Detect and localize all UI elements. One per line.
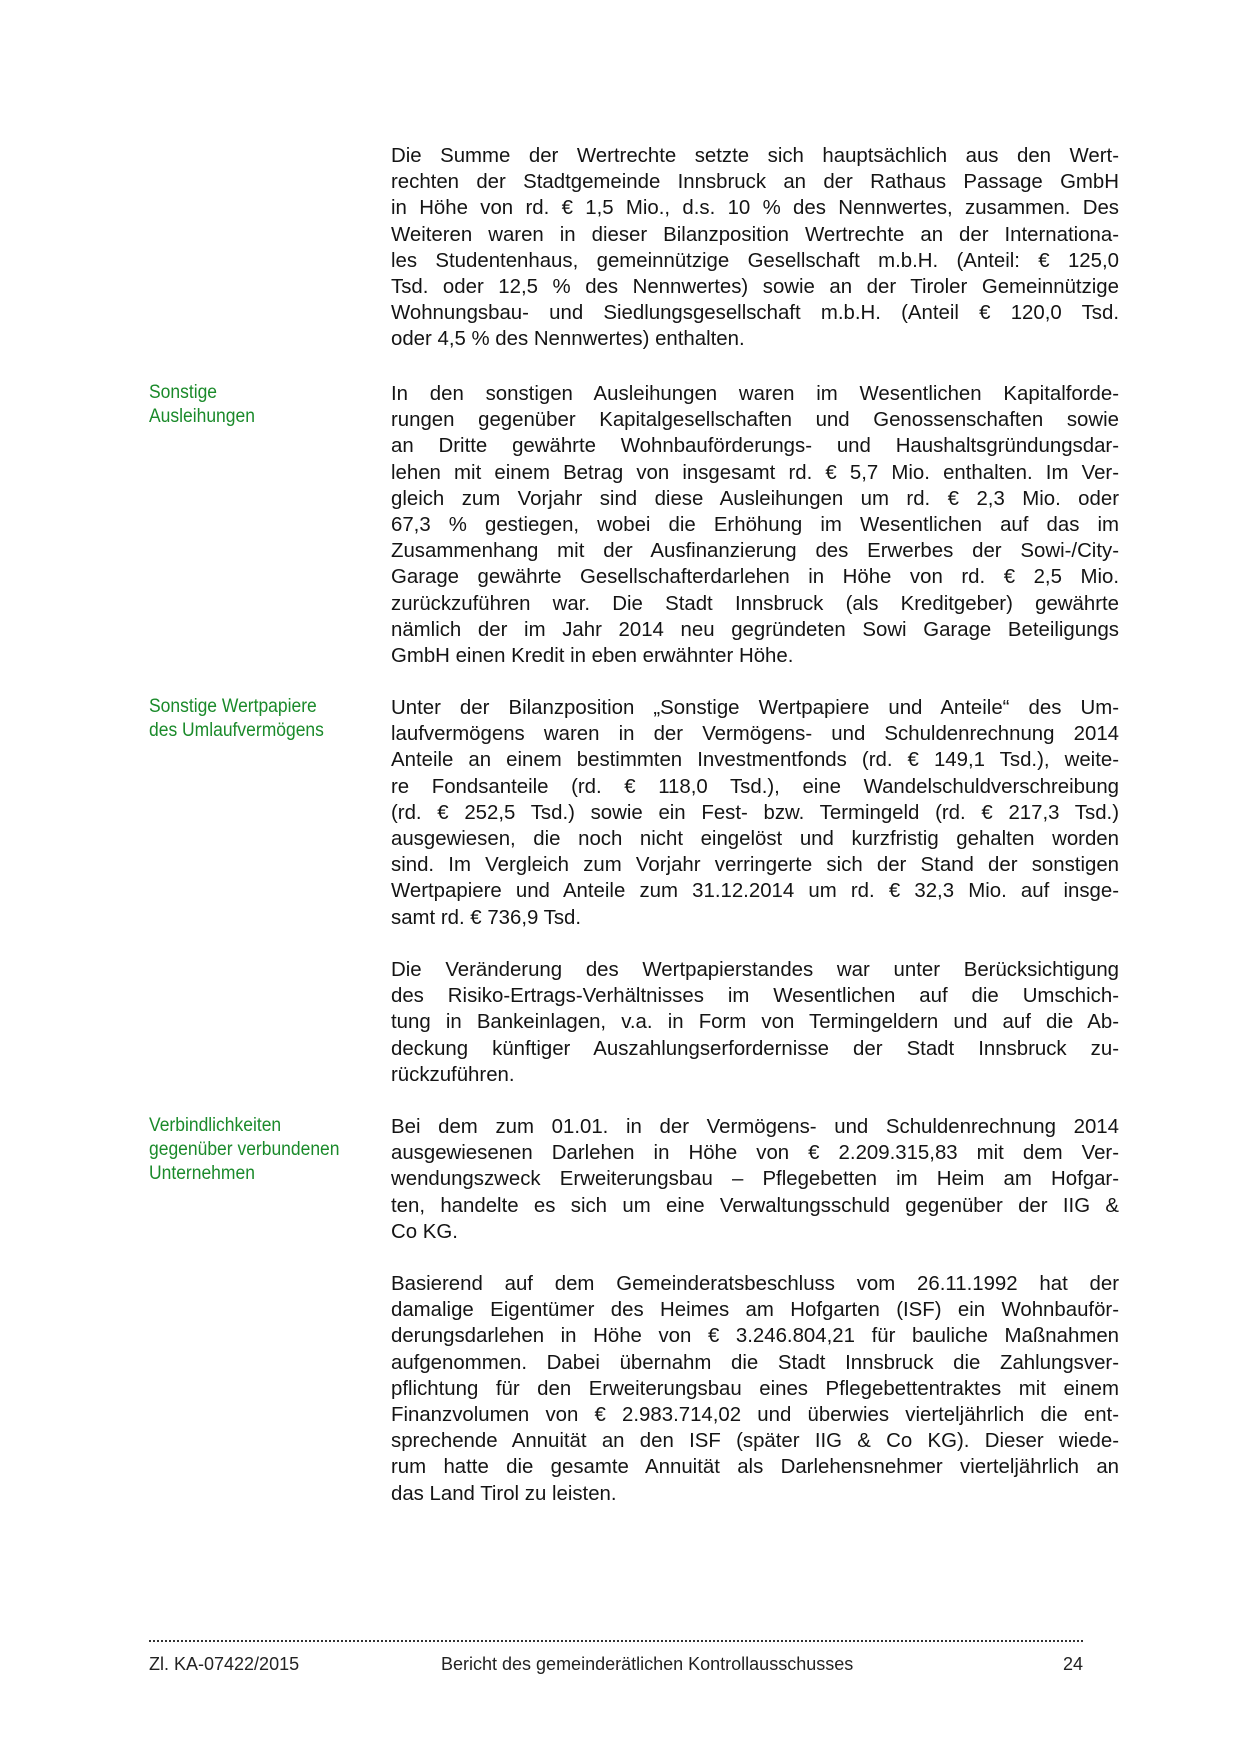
footer-dotted-rule (149, 1640, 1083, 1642)
text-line: Unter der Bilanzposition „Sonstige Wertpapiere und Anteile“ des Um- (391, 697, 1119, 719)
text-line: Die Summe der Wertrechte setzte sich hauptsächlich aus den Wert- (391, 145, 1119, 167)
margin-heading-line: Sonstige Wertpapiere (149, 696, 317, 717)
paragraph-gemeinderatsbeschluss (391, 1271, 1119, 1507)
text-line: des Risiko-Ertrags-Verhältnisses im Wesentlichen auf die Umschich- (391, 985, 1119, 1008)
text-line: Garage gewährte Gesellschafterdarlehen in Höhe von rd. € 2,5 Mio. (391, 566, 1119, 589)
text-line: an Dritte gewährte Wohnbauförderungs- und Haushaltsgründungsdar- (391, 435, 1119, 458)
text-line: ausgewiesen, die noch nicht eingelöst und kurzfristig gehalten worden (391, 828, 1119, 851)
text-line: derungsdarlehen in Höhe von € 3.246.804,21 für bauliche Maßnahmen (391, 1325, 1119, 1348)
text-line: pflichtung für den Erweiterungsbau eines Pflegebettentraktes mit einem (391, 1377, 1119, 1400)
text-line: samt rd. € 736,9 Tsd. (391, 906, 582, 929)
text-line: Wertpapiere und Anteile zum 31.12.2014 um rd. € 32,3 Mio. auf insge- (391, 880, 1119, 903)
text-line: das Land Tirol zu leisten. (391, 1482, 617, 1505)
text-line: damalige Eigentümer des Heimes am Hofgarten (ISF) ein Wohnbauför- (391, 1299, 1119, 1322)
text-line: gleich zum Vorjahr sind diese Ausleihungen um rd. € 2,3 Mio. oder (391, 487, 1119, 510)
text-line: rechten der Stadtgemeinde Innsbruck an der Rathaus Passage GmbH (391, 171, 1119, 194)
text-line: Die Veränderung des Wertpapierstandes war unter Berücksichtigung (391, 959, 1119, 981)
text-line: Tsd. oder 12,5 % des Nennwertes) sowie an der Tiroler Gemeinnützige (391, 276, 1119, 299)
text-line: in Höhe von rd. € 1,5 Mio., d.s. 10 % des Nennwertes, zusammen. Des (391, 197, 1119, 220)
text-line: sind. Im Vergleich zum Vorjahr verringerte sich der Stand der sonstigen (391, 854, 1119, 877)
text-line: Wohnungsbau- und Siedlungsgesellschaft m.b.H. (Anteil € 120,0 Tsd. (391, 302, 1119, 325)
margin-heading-sonstige-ausleihungen (149, 381, 361, 429)
text-line: 67,3 % gestiegen, wobei die Erhöhung im Wesentlichen auf das im (391, 514, 1119, 537)
margin-heading-line: des Umlaufvermögens (149, 720, 324, 741)
text-line: Zusammenhang mit der Ausfinanzierung des Erwerbes der Sowi-/City- (391, 540, 1119, 563)
text-line: re Fondsanteile (rd. € 118,0 Tsd.), eine Wandelschuldverschreibung (391, 775, 1119, 798)
page-footer (149, 1654, 1083, 1678)
text-line: aufgenommen. Dabei übernahm die Stadt Innsbruck die Zahlungsver- (391, 1351, 1119, 1374)
text-line: Co KG. (391, 1220, 458, 1243)
text-line: (rd. € 252,5 Tsd.) sowie ein Fest- bzw. Termingeld (rd. € 217,3 Tsd.) (391, 801, 1119, 824)
text-line: Bei dem zum 01.01. in der Vermögens- und Schuldenrechnung 2014 (391, 1116, 1119, 1138)
text-line: tung in Bankeinlagen, v.a. in Form von Termingeldern und auf die Ab- (391, 1011, 1119, 1034)
text-line: In den sonstigen Ausleihungen waren im Wesentlichen Kapitalforde- (391, 383, 1119, 405)
text-line: ten, handelte es sich um eine Verwaltungsschuld gegenüber der IIG & (391, 1194, 1119, 1217)
text-line: Basierend auf dem Gemeinderatsbeschluss vom 26.11.1992 hat der (391, 1273, 1119, 1295)
footer-reference: Zl. KA-07422/2015 (149, 1654, 300, 1674)
paragraph-verbindlichkeiten (391, 1114, 1119, 1245)
paragraph-sonstige-wertpapiere (391, 695, 1119, 931)
text-line: les Studentenhaus, gemeinnützige Gesellschaft m.b.H. (Anteil: € 125,0 (391, 249, 1119, 272)
text-line: rum hatte die gesamte Annuität als Darlehensnehmer vierteljährlich an (391, 1456, 1119, 1479)
paragraph-sonstige-ausleihungen (391, 381, 1119, 669)
margin-heading-line: Sonstige (149, 382, 218, 403)
margin-heading-line: Unternehmen (149, 1163, 255, 1184)
paragraph-wertpapierstand-veraenderung (391, 957, 1119, 1088)
paragraph-wertrechte (391, 143, 1119, 353)
text-line: zurückzuführen war. Die Stadt Innsbruck (als Kreditgeber) gewährte (391, 592, 1119, 615)
text-line: laufvermögens waren in der Vermögens- und Schuldenrechnung 2014 (391, 723, 1119, 746)
text-line: deckung künftiger Auszahlungserfordernisse der Stadt Innsbruck zu- (391, 1037, 1119, 1060)
margin-heading-sonstige-wertpapiere (149, 695, 361, 743)
margin-heading-line: Verbindlichkeiten (149, 1115, 282, 1136)
page-number: 24 (1062, 1654, 1083, 1674)
text-line: rückzuführen. (391, 1063, 515, 1086)
text-line: ausgewiesenen Darlehen in Höhe von € 2.209.315,83 mit dem Ver- (391, 1142, 1119, 1165)
text-line: nämlich der im Jahr 2014 neu gegründeten Sowi Garage Beteiligungs (391, 618, 1119, 641)
text-line: Finanzvolumen von € 2.983.714,02 und überwies vierteljährlich die ent- (391, 1404, 1119, 1427)
text-line: rungen gegenüber Kapitalgesellschaften und Genossenschaften sowie (391, 409, 1119, 432)
text-line: Anteile an einem bestimmten Investmentfonds (rd. € 149,1 Tsd.), weite- (391, 749, 1119, 772)
text-line: sprechende Annuität an den ISF (später IIG & Co KG). Dieser wiede- (391, 1430, 1119, 1453)
margin-heading-verbindlichkeiten (149, 1114, 361, 1186)
text-line: lehen mit einem Betrag von insgesamt rd. € 5,7 Mio. enthalten. Im Ver- (391, 461, 1119, 484)
text-line: Weiteren waren in dieser Bilanzposition Wertrechte an der Internationa- (391, 223, 1119, 246)
text-line: wendungszweck Erweiterungsbau – Pflegebetten im Heim am Hofgar- (391, 1168, 1119, 1191)
text-line: GmbH einen Kredit in eben erwähnter Höhe. (391, 645, 794, 668)
text-line: oder 4,5 % des Nennwertes) enthalten. (391, 328, 745, 351)
footer-title: Bericht des gemeinderätlichen Kontrollausschusses (441, 1654, 854, 1674)
margin-heading-line: Ausleihungen (149, 406, 255, 427)
margin-heading-line: gegenüber verbundenen (149, 1139, 340, 1160)
